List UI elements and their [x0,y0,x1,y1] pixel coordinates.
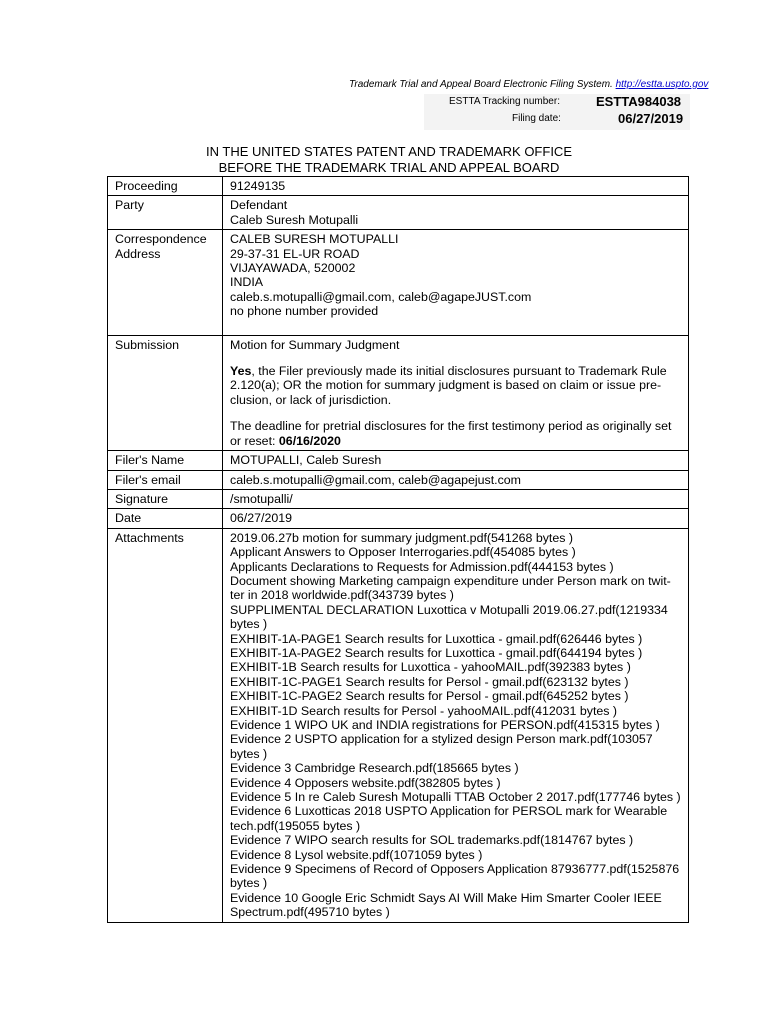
deadline-date: 06/16/2020 [278,433,341,448]
party-value [223,196,689,230]
tracking-number: ESTTA984038 [596,94,682,109]
attachment-item: Evidence 2 USPTO application for a stylized design Person mark.pdf(103057 bytes ) [230,732,653,761]
attachment-item: Evidence 4 Opposers website.pdf(382805 bytes ) [230,775,501,790]
date-value: 06/27/2019 [223,509,689,528]
party-line: Defendant [230,198,288,213]
deadline-text: The deadline for pretrial disclosures for the first testimony period as originally set or reset: [230,419,672,448]
row-signature [108,489,689,508]
address-emails: caleb.s.motupalli@gmail.com, caleb@agapeJUST.com [230,289,532,304]
row-party [108,196,689,230]
submission-deadline [230,419,682,448]
party-line: Caleb Suresh Motupalli [230,212,359,227]
attachment-item: Evidence 1 WIPO UK and INDIA registrations for PERSON.pdf(415315 bytes ) [230,718,660,732]
submission-label: Submission [108,335,223,450]
attachments-label: Attachments [108,528,223,922]
correspondence-label-line: Correspondence [115,232,207,247]
attachment-item: Evidence 10 Google Eric Schmidt Says AI Will Make Him Smarter Cooler IEEE Spectrum.pdf(495710 bytes ) [230,890,662,920]
attachment-item: Evidence 8 Lysol website.pdf(1071059 bytes ) [230,847,483,862]
row-filer-name [108,451,689,470]
attachment-item: Applicants Declarations to Requests for Admission.pdf(444153 bytes ) [230,559,614,574]
row-correspondence [108,230,689,335]
tracking-label: ESTTA Tracking number: [449,96,560,107]
attachment-item: Evidence 9 Specimens of Record of Opposers Application 87936777.pdf(1525876 bytes ) [230,862,680,891]
signature-value: /smotupalli/ [223,489,689,508]
system-url-link[interactable]: http://estta.uspto.gov [615,79,709,90]
row-proceeding [108,177,689,196]
system-name: Trademark Trial and Appeal Board Electronic Filing System. [349,79,613,90]
filing-date-label: Filing date: [512,113,561,124]
address-line: VIJAYAWADA, 520002 [230,261,356,276]
row-filer-email [108,470,689,489]
attachments-list [223,528,689,922]
filing-date: 06/27/2019 [618,111,684,126]
attachment-item: Evidence 5 In re Caleb Suresh Motupalli TTAB October 2 2017.pdf(177746 bytes ) [230,790,681,805]
correspondence-value [223,230,689,335]
title-line-1: IN THE UNITED STATES PATENT AND TRADEMARK OFFICE [206,144,572,159]
row-attachments [108,528,689,922]
submission-type: Motion for Summary Judgment [230,337,400,352]
disclosure-text: , the Filer previously made its initial disclosures pursuant to Trademark Rule 2.120(a); OR the motion for summary judgment is based on claim or issue pre-clusion, or lack of jurisdiction. [230,364,667,407]
signature-label: Signature [108,489,223,508]
attachment-item: Evidence 3 Cambridge Research.pdf(185665 bytes ) [230,761,519,776]
row-submission [108,335,689,450]
filer-name-value: MOTUPALLI, Caleb Suresh [223,451,689,470]
attachment-item: Evidence 6 Luxotticas 2018 USPTO Application for PERSOL mark for Wearable tech.pdf(195055 bytes ) [230,804,668,833]
party-label: Party [108,196,223,230]
attachment-item: EXHIBIT-1B Search results for Luxottica - yahooMAIL.pdf(392383 bytes ) [230,660,631,675]
attachment-item: EXHIBIT-1A-PAGE1 Search results for Luxottica - gmail.pdf(626446 bytes ) [230,631,643,646]
attachment-item: EXHIBIT-1C-PAGE1 Search results for Persol - gmail.pdf(623132 bytes ) [230,674,629,689]
address-line: CALEB SURESH MOTUPALLI [230,232,399,247]
filing-table [107,176,689,923]
address-phone: no phone number provided [230,304,379,319]
address-line: 29-37-31 EL-UR ROAD [230,246,360,261]
submission-value [223,335,689,450]
title-line-2: BEFORE THE TRADEMARK TRIAL AND APPEAL BOARD [218,160,560,175]
row-date [108,509,689,528]
filer-email-label: Filer's email [108,470,223,489]
system-header [349,79,708,90]
attachment-item: Applicant Answers to Opposer Interrogaries.pdf(454085 bytes ) [230,545,576,560]
date-label: Date [108,509,223,528]
attachment-item: Evidence 7 WIPO search results for SOL trademarks.pdf(1814767 bytes ) [230,833,634,848]
address-line: INDIA [230,275,264,290]
attachment-item: EXHIBIT-1A-PAGE2 Search results for Luxottica - gmail.pdf(644194 bytes ) [230,645,643,660]
submission-disclosure [230,364,682,407]
correspondence-label-line: Address [115,246,161,261]
attachment-item: EXHIBIT-1C-PAGE2 Search results for Persol - gmail.pdf(645252 bytes ) [230,689,629,704]
proceeding-label: Proceeding [108,177,223,196]
attachment-item: EXHIBIT-1D Search results for Persol - yahooMAIL.pdf(412031 bytes ) [230,703,618,718]
attachment-item: 2019.06.27b motion for summary judgment.pdf(541268 bytes ) [230,530,574,545]
attachment-item: SUPPLIMENTAL DECLARATION Luxottica v Motupalli 2019.06.27.pdf(1219334 bytes ) [230,602,668,632]
yes-word: Yes [230,364,252,379]
attachment-item: Document showing Marketing campaign expenditure under Person mark on twit-ter in 2018 worldwide.pdf(343739 bytes ) [230,573,671,603]
filer-name-label: Filer's Name [108,451,223,470]
proceeding-value: 91249135 [223,177,689,196]
filer-email-value: caleb.s.motupalli@gmail.com, caleb@agapejust.com [223,470,689,489]
correspondence-label [108,230,223,335]
